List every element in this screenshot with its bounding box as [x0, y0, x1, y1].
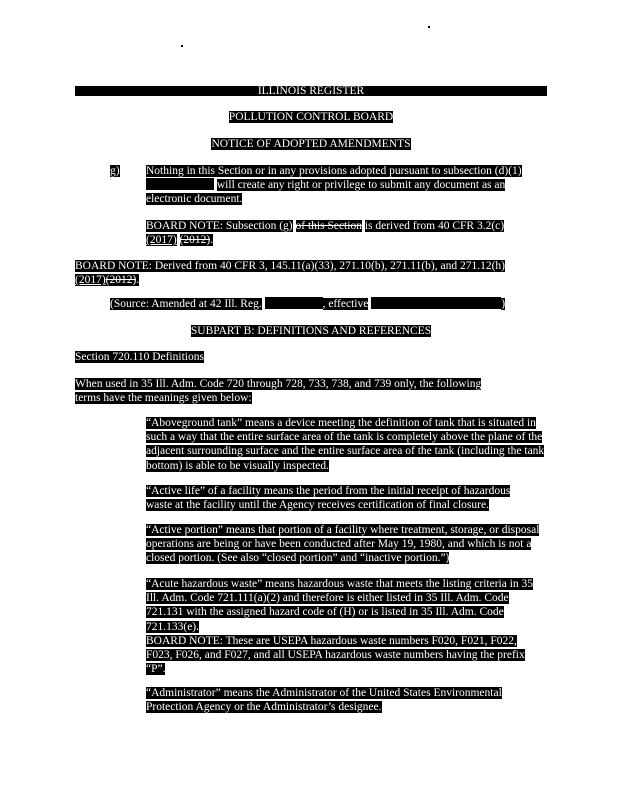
- subpart-heading: [75, 324, 547, 338]
- definition-acute-hazardous-waste: [146, 577, 546, 676]
- register-title-text: ILLINOIS REGISTER: [257, 85, 365, 97]
- definition-active-life-text: “Active life” of a facility means the period from the initial receipt of hazardous waste at the facility until the Agency receives certification of final closure.: [146, 485, 511, 512]
- para-g-label-text: g): [110, 165, 120, 177]
- board-note-main-new-year: (2017): [75, 274, 106, 287]
- board-note-main-old-year: (2012): [105, 274, 137, 287]
- board-note-main-line1: BOARD NOTE: Derived from 40 CFR 3, 145.11(a)(33), 271.10(b), 271.11(b), and 271.12(h): [75, 260, 506, 272]
- section-intro-text: When used in 35 Ill. Adm. Code 720 through 728, 733, 738, and 739 only, the following terms have the meanings given below:: [75, 378, 482, 405]
- definition-administrator-text: “Administrator” means the Administrator of the United States Environmental Protection Agency or the Administrator’s designee.: [146, 687, 502, 714]
- board-note-g-new-year: (2017): [146, 234, 177, 247]
- board-note-g-old-year: (2012): [179, 234, 211, 247]
- board-title: [75, 110, 547, 124]
- board-note-main-end: .: [136, 274, 140, 287]
- definition-active-portion-text: “Active portion” means that portion of a facility where treatment, storage, or disposal operations are being or have been conducted after May 19, 1980, and which is not a closed portion. (See also “closed portion” and “inactive portion.”): [146, 524, 540, 565]
- section-heading: [75, 350, 204, 364]
- board-note-g-prefix: BOARD NOTE: Subsection (g): [146, 220, 293, 232]
- board-title-text: POLLUTION CONTROL BOARD: [228, 111, 394, 123]
- scan-speck: [428, 26, 430, 28]
- redaction-mark: [146, 178, 214, 190]
- subpart-heading-text: SUBPART B: DEFINITIONS AND REFERENCES: [190, 325, 432, 337]
- section-heading-text: Section 720.110 Definitions: [75, 351, 204, 363]
- para-g-line1: Nothing in this Section or in any provisions adopted pursuant to subsection (d)(1): [146, 165, 522, 177]
- definition-aboveground-tank: [146, 416, 548, 473]
- definition-active-life: [146, 484, 524, 512]
- source-middle: , effective: [322, 298, 369, 310]
- para-g-line2: will create any right or privilege to submit any document as an: [216, 179, 506, 192]
- definition-aboveground-tank-text: “Aboveground tank” means a device meeting the definition of tank that is situated in such a way that the entire surface area of the tank is completely above the plane of the adjacent surrounding surface and the entire surface area of the tank (including the tank bottom) is able to be visually inspected.: [146, 417, 545, 472]
- para-g-line3: electronic document.: [146, 193, 243, 206]
- board-note-g: [146, 219, 536, 247]
- board-note-g-suffix: is derived from 40 CFR 3.2(c): [364, 220, 505, 232]
- section-intro: [75, 377, 507, 405]
- definition-active-portion: [146, 523, 546, 566]
- definition-administrator: [146, 686, 516, 714]
- redaction-mark: [265, 297, 323, 309]
- notice-title: [75, 137, 547, 151]
- redaction-mark: [371, 297, 501, 309]
- scan-speck: [181, 45, 183, 47]
- notice-title-text: NOTICE OF ADOPTED AMENDMENTS: [211, 138, 411, 150]
- source-prefix: (Source: Amended at 42 Ill. Reg.: [110, 298, 262, 310]
- source-line: [110, 297, 520, 311]
- definition-acute-hazardous-waste-text: “Acute hazardous waste” means hazardous waste that meets the listing criteria in 35 Ill. Adm. Code 721.111(a)(2) and therefore is either listed in 35 Ill. Adm. Code 721.131 with the assigned hazard code of (H) or is listed in 35 Ill. Adm. Code 721.133(e).: [146, 578, 534, 633]
- board-note-main: [75, 259, 547, 287]
- para-g-label: [110, 164, 120, 178]
- register-title: [75, 84, 547, 98]
- definition-acute-board-note: BOARD NOTE: These are USEPA hazardous waste numbers F020, F021, F022, F023, F026, and F027, and all USEPA hazardous waste numbers having the prefix “P”.: [146, 634, 525, 676]
- para-g-body: [146, 164, 546, 207]
- board-note-g-end: .: [210, 234, 214, 247]
- source-end: ): [501, 298, 506, 310]
- board-note-g-struck: of this Section: [295, 220, 362, 232]
